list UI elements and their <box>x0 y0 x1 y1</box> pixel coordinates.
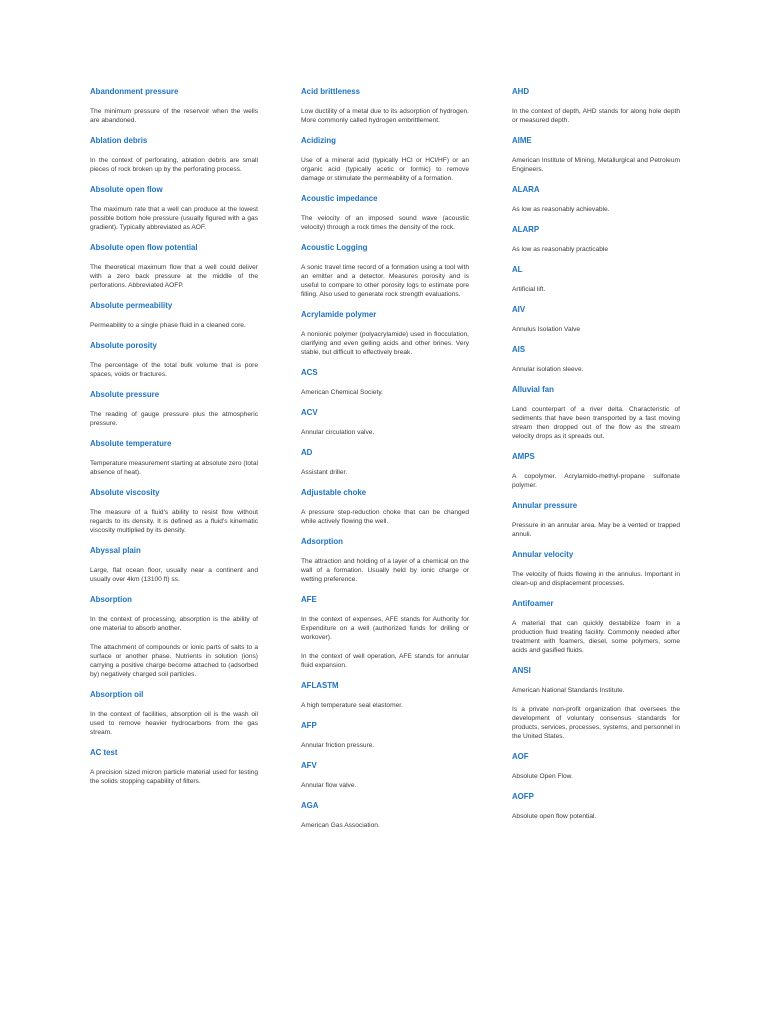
glossary-term: Acoustic Logging <box>301 242 368 252</box>
glossary-term: AC test <box>90 747 118 757</box>
glossary-term: ACV <box>301 407 318 417</box>
glossary-entry <box>512 304 680 334</box>
glossary-definition: The theoretical maximum flow that a well could deliver with a zero back pressure at the middle of the perforations. Abbreviated AOFP. <box>90 264 258 289</box>
glossary-entry <box>512 264 680 294</box>
glossary-definition: Use of a mineral acid (typically HCl or HCl/HF) or an organic acid (typically acetic or formic) to remove damage or stimulate the permeability of a formation. <box>301 157 469 182</box>
glossary-term: Annular velocity <box>512 549 574 559</box>
glossary-definition: Annular friction pressure. <box>301 742 375 749</box>
glossary-entry <box>512 451 680 490</box>
glossary-definition: A material that can quickly destabilize foam in a production fluid treating facility. Commonly needed after treatment with foamers, diesel, some polymers, some acids and gasified fluids. <box>512 620 680 654</box>
glossary-definition: American Chemical Society. <box>301 389 383 396</box>
glossary-entry <box>512 665 680 741</box>
glossary-term: AIV <box>512 304 526 314</box>
glossary-term: Absolute open flow <box>90 184 163 194</box>
glossary-definition: Annular circulation valve. <box>301 429 375 436</box>
glossary-entry <box>90 242 258 290</box>
glossary-term: AD <box>301 447 313 457</box>
glossary-entry <box>301 680 469 710</box>
glossary-definition: Is a private non-profit organization that oversees the development of voluntary consensus standards for products, services, processes, systems, and personnel in the United States. <box>512 706 680 740</box>
glossary-term: AGA <box>301 800 319 810</box>
glossary-definition: Temperature measurement starting at absolute zero (total absence of heat). <box>90 460 258 476</box>
glossary-entry <box>512 86 680 125</box>
glossary-definition: Annular isolation sleeve. <box>512 366 584 373</box>
glossary-definition: In the context of perforating, ablation debris are small pieces of rock broken up by the perforating process. <box>90 157 258 173</box>
glossary-entry <box>512 184 680 214</box>
glossary-definition: American Institute of Mining, Metallurgical and Petroleum Engineers. <box>512 157 680 173</box>
glossary-definition: Land counterpart of a river delta. Characteristic of sediments that have been transported by a fast moving stream then dropped out of the flow as the stream velocity drops as it spreads out. <box>512 406 680 440</box>
glossary-definition: A precision sized micron particle material used for testing the solids stopping capability of filters. <box>90 769 258 785</box>
glossary-entry <box>512 135 680 174</box>
glossary-term: ALARP <box>512 224 540 234</box>
glossary-entry <box>512 344 680 374</box>
glossary-column-3 <box>512 86 680 831</box>
glossary-definition: The velocity of fluids flowing in the annulus. Important in clean-up and displacement processes. <box>512 571 680 587</box>
glossary-term: Acid brittleness <box>301 86 361 96</box>
glossary-term: Adjustable choke <box>301 487 367 497</box>
glossary-column-2 <box>301 86 469 840</box>
glossary-definition: American Gas Association. <box>301 822 380 829</box>
glossary-entry <box>301 487 469 526</box>
glossary-definition: The attraction and holding of a layer of a chemical on the wall of a formation. Usually held by ionic charge or wetting preference. <box>301 558 469 583</box>
glossary-definition: A sonic travel time record of a formation using a tool with an emitter and a detector. Measures porosity and is useful to compare to other porosity logs to estimate pore filling. Also used to generate rock strength evaluations. <box>301 264 469 298</box>
glossary-entry <box>301 536 469 584</box>
glossary-term: Absorption oil <box>90 689 144 699</box>
glossary-entry <box>512 500 680 539</box>
glossary-term: Antifoamer <box>512 598 554 608</box>
glossary-entry <box>301 407 469 437</box>
glossary-definition: The velocity of an imposed sound wave (acoustic velocity) through a rock times the density of the rock. <box>301 215 469 231</box>
glossary-definition: Absolute Open Flow. <box>512 773 573 780</box>
glossary-definition: A pressure step-reduction choke that can be changed while actively flowing the well. <box>301 509 469 525</box>
glossary-term: Absorption <box>90 594 132 604</box>
glossary-term: AOFP <box>512 791 534 801</box>
glossary-entry <box>90 747 258 786</box>
glossary-definition: A nonionic polymer (polyacrylamide) used in flocculation, clarifying and even gelling acids and other brines. Very stable, but difficult to effectively break. <box>301 331 469 356</box>
glossary-entry <box>90 135 258 174</box>
glossary-term: Annular pressure <box>512 500 578 510</box>
glossary-definition: The measure of a fluid's ability to resist flow without regards to its density. It is defined as a fluid's kinematic viscosity multiplied by its density. <box>90 509 258 534</box>
glossary-term: AFE <box>301 594 317 604</box>
glossary-definition: In the context of depth, AHD stands for along hole depth or measured depth. <box>512 108 680 124</box>
glossary-entry <box>301 800 469 830</box>
glossary-term: Abandonment pressure <box>90 86 179 96</box>
glossary-term: Absolute temperature <box>90 438 172 448</box>
glossary-term: Ablation debris <box>90 135 148 145</box>
glossary-term: Acrylamide polymer <box>301 309 377 319</box>
glossary-definition: Permeability to a single phase fluid in a cleaned core. <box>90 322 246 329</box>
glossary-definition: As low as reasonably achievable. <box>512 206 610 213</box>
glossary-term: ACS <box>301 367 318 377</box>
glossary-definition: The attachment of compounds or ionic parts of salts to a surface or another phase. Nutrients in solution (ions) carrying a positive charge become attached to (adsorbed by) negatively charged soil particles. <box>90 644 258 678</box>
glossary-term: AL <box>512 264 523 274</box>
glossary-entry <box>301 760 469 790</box>
glossary-definition: Large, flat ocean floor, usually near a continent and usually over 4km (13100 ft) ss. <box>90 567 258 583</box>
glossary-term: Absolute open flow potential <box>90 242 198 252</box>
glossary-term: AMPS <box>512 451 535 461</box>
glossary-term: AIS <box>512 344 526 354</box>
glossary-entry <box>301 447 469 477</box>
glossary-term: Acoustic impedance <box>301 193 378 203</box>
glossary-definition: A copolymer. Acrylamido-methyl-propane sulfonate polymer. <box>512 473 680 489</box>
glossary-entry <box>301 309 469 357</box>
glossary-term: ANSI <box>512 665 531 675</box>
glossary-term: AHD <box>512 86 530 96</box>
glossary-definition: The minimum pressure of the reservoir when the wells are abandoned. <box>90 108 258 124</box>
glossary-term: Abyssal plain <box>90 545 141 555</box>
glossary-entry <box>90 389 258 428</box>
glossary-term: Absolute permeability <box>90 300 173 310</box>
glossary-definition: In the context of processing, absorption is the ability of one material to absorb another. <box>90 616 258 632</box>
glossary-definition: Low ductility of a metal due to its adsorption of hydrogen. More commonly called hydrogen embrittlement. <box>301 108 469 124</box>
glossary-term: Absolute pressure <box>90 389 160 399</box>
glossary-entry <box>301 86 469 125</box>
glossary-entry <box>90 300 258 330</box>
glossary-entry <box>301 720 469 750</box>
glossary-entry <box>301 594 469 670</box>
glossary-term: AFLASTM <box>301 680 339 690</box>
glossary-entry <box>512 751 680 781</box>
glossary-term: ALARA <box>512 184 540 194</box>
glossary-definition: In the context of facilities, absorption oil is the wash oil used to remove heavier hydrocarbons from the gas stream. <box>90 711 258 736</box>
glossary-entry <box>512 384 680 441</box>
glossary-definition: American National Standards Institute. <box>512 687 625 694</box>
glossary-definition: Annulus Isolation Valve <box>512 326 581 333</box>
glossary-term: AFV <box>301 760 317 770</box>
glossary-definition: Annular flow valve. <box>301 782 357 789</box>
glossary-term: Absolute porosity <box>90 340 157 350</box>
glossary-entry <box>512 791 680 821</box>
glossary-term: AFP <box>301 720 317 730</box>
glossary-entry <box>90 545 258 584</box>
glossary-entry <box>90 340 258 379</box>
glossary-term: AOF <box>512 751 529 761</box>
glossary-entry <box>301 135 469 183</box>
glossary-entry <box>512 549 680 588</box>
glossary-definition: The percentage of the total bulk volume that is pore spaces, voids or fractures. <box>90 362 258 378</box>
glossary-entry <box>90 184 258 232</box>
glossary-entry <box>90 438 258 477</box>
glossary-entry <box>301 367 469 397</box>
glossary-term: AIME <box>512 135 532 145</box>
glossary-entry <box>90 487 258 535</box>
glossary-definition: In the context of expenses, AFE stands for Authority for Expenditure on a well (authorized funds for drilling or workover). <box>301 616 469 641</box>
glossary-term: Absolute viscosity <box>90 487 160 497</box>
glossary-entry <box>90 689 258 737</box>
glossary-entry <box>90 86 258 125</box>
glossary-term: Adsorption <box>301 536 343 546</box>
glossary-entry <box>90 594 258 679</box>
glossary-definition: The maximum rate that a well can produce at the lowest possible bottom hole pressure (usually figured with a gas gradient). Typically abbreviated as AOF. <box>90 206 258 231</box>
glossary-term: Acidizing <box>301 135 337 145</box>
glossary-definition: Absolute open flow potential. <box>512 813 597 820</box>
glossary-column-1 <box>90 86 258 796</box>
glossary-definition: The reading of gauge pressure plus the atmospheric pressure. <box>90 411 258 427</box>
glossary-entry <box>301 193 469 232</box>
glossary-term: Alluvial fan <box>512 384 555 394</box>
glossary-entry <box>512 598 680 655</box>
glossary-definition: Pressure in an annular area. May be a vented or trapped annuli. <box>512 522 680 538</box>
glossary-definition: In the context of well operation, AFE stands for annular fluid expansion. <box>301 653 469 669</box>
glossary-definition: Artificial lift. <box>512 286 546 293</box>
glossary-definition: Assistant driller. <box>301 469 348 476</box>
glossary-definition: A high temperature seal elastomer. <box>301 702 403 709</box>
glossary-entry <box>512 224 680 254</box>
glossary-entry <box>301 242 469 299</box>
glossary-definition: As low as reasonably practicable <box>512 246 609 253</box>
